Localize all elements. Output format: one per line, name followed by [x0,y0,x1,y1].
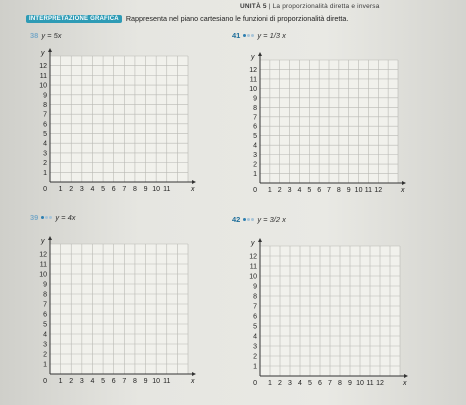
y-tick-label: 5 [253,133,257,141]
exercise-number: 39 [30,213,39,222]
y-tick-label: 5 [43,321,47,329]
unit-label: UNITÀ 5 [240,3,267,10]
x-tick-label: 4 [297,187,302,194]
y-tick-label: 10 [39,82,47,90]
x-tick-label: 8 [132,378,137,385]
y-tick-label: 6 [43,311,47,319]
x-axis-label: x [401,187,405,194]
x-tick-label: 5 [307,187,312,194]
exercise-38-header [30,31,62,40]
y-tick-label: 3 [43,341,47,349]
y-tick-label: 12 [39,251,47,259]
exercise-equation: y = 1/3 x [257,31,286,40]
x-tick-label: 5 [308,380,312,387]
y-tick-label: 6 [43,121,47,129]
x-tick-label: 1 [58,186,63,193]
y-tick-label: 3 [253,343,257,351]
difficulty-dot [45,216,48,219]
x-tick-label: 10 [354,187,363,194]
cartesian-grid-42[interactable] [238,238,410,390]
y-tick-label: 5 [43,131,47,139]
y-axis-arrow [258,52,262,56]
instruction-text: Rappresenta nel piano cartesiano le funzioni di proporzionalità diretta. [125,14,349,23]
origin-label: 0 [43,186,47,193]
exercise-number: 42 [232,215,241,224]
x-tick-label: 7 [122,186,127,193]
difficulty-dot [49,216,52,219]
y-tick-label: 9 [43,281,47,289]
x-tick-label: 1 [267,187,272,194]
difficulty-dot [247,34,250,37]
y-tick-label: 9 [253,95,257,103]
x-tick-label: 9 [346,187,351,194]
x-tick-label: 2 [69,186,74,193]
y-tick-label: 5 [253,323,257,331]
y-tick-label: 2 [253,161,257,169]
y-tick-label: 7 [253,114,257,122]
x-axis-label: x [191,186,195,193]
x-tick-label: 1 [58,378,63,385]
y-tick-label: 10 [249,273,257,281]
difficulty-dots [41,216,52,219]
x-axis-arrow [404,374,408,378]
y-axis-label: y [41,50,45,57]
y-tick-label: 1 [253,363,257,371]
x-tick-label: 9 [143,186,148,193]
exercise-number: 38 [30,31,39,40]
grid-paper [50,244,188,374]
x-tick-label: 6 [111,186,116,193]
y-tick-label: 11 [249,263,257,271]
x-tick-label: 9 [348,380,352,387]
y-tick-label: 8 [43,291,47,299]
x-tick-label: 5 [101,378,106,385]
cartesian-grid-39[interactable] [28,236,198,388]
exercise-equation: y = 3/2 x [257,215,286,224]
x-tick-label: 11 [366,380,374,387]
y-tick-label: 12 [249,66,257,74]
difficulty-dot [247,218,250,221]
y-tick-label: 7 [43,111,47,119]
x-tick-label: 11 [163,186,171,193]
y-tick-label: 7 [253,303,257,311]
y-axis-label: y [251,240,255,247]
y-tick-label: 6 [253,123,257,131]
y-tick-label: 9 [43,92,47,100]
y-tick-label: 3 [43,150,47,158]
y-tick-label: 1 [253,171,257,179]
x-tick-label: 9 [143,378,148,385]
x-tick-label: 3 [287,187,292,194]
y-tick-label: 8 [253,293,257,301]
exercise-equation: y = 4x [55,213,76,222]
running-head [240,3,380,10]
exercise-39-header [30,213,76,222]
y-tick-label: 2 [253,353,257,361]
exercise-equation: y = 5x [41,31,62,40]
difficulty-dot [251,218,254,221]
y-tick-label: 7 [43,301,47,309]
x-tick-label: 1 [268,380,272,387]
origin-label: 0 [253,380,257,387]
x-tick-label: 5 [101,186,106,193]
x-tick-label: 2 [277,187,282,194]
y-axis-arrow [48,236,52,240]
y-tick-label: 8 [43,101,47,109]
x-tick-label: 2 [69,378,74,385]
instruction [26,14,348,23]
y-tick-label: 2 [43,160,47,168]
x-axis-arrow [402,181,406,185]
y-tick-label: 6 [253,313,257,321]
y-axis-label: y [41,238,45,245]
x-tick-label: 3 [79,186,84,193]
y-tick-label: 2 [43,351,47,359]
y-axis-arrow [48,48,52,52]
x-tick-label: 6 [318,380,322,387]
instruction-tag: INTERPRETAZIONE GRAFICA [26,15,122,23]
exercise-42-header [232,215,286,224]
grid-paper [50,56,188,182]
y-tick-label: 4 [43,140,47,148]
cartesian-grid-38[interactable] [28,48,198,196]
x-tick-label: 10 [152,378,161,385]
x-tick-label: 7 [122,378,127,385]
difficulty-dot [41,216,44,219]
y-tick-label: 3 [253,152,257,160]
cartesian-grid-41[interactable] [238,52,408,197]
difficulty-dot [243,218,246,221]
x-tick-label: 8 [338,380,342,387]
y-tick-label: 12 [39,63,47,71]
y-tick-label: 11 [249,76,257,84]
y-tick-label: 12 [249,253,257,261]
x-axis-arrow [192,180,196,184]
y-tick-label: 1 [43,361,47,369]
x-tick-label: 7 [327,187,331,194]
x-tick-label: 12 [376,380,384,387]
difficulty-dots [243,34,254,37]
x-tick-label: 6 [317,187,322,194]
y-tick-label: 8 [253,104,257,112]
x-axis-arrow [192,372,196,376]
x-tick-label: 8 [132,186,137,193]
y-tick-label: 1 [43,169,47,177]
x-tick-label: 6 [111,378,116,385]
y-tick-label: 10 [39,271,47,279]
exercise-41-header [232,31,286,40]
x-tick-label: 3 [79,378,84,385]
x-tick-label: 4 [298,380,302,387]
x-tick-label: 11 [364,187,373,194]
difficulty-dot [251,34,254,37]
head-separator: | [268,3,271,10]
y-axis-arrow [258,238,262,242]
y-tick-label: 9 [253,283,257,291]
unit-title: La proporzionalità diretta e inversa [272,3,380,10]
y-tick-label: 11 [39,72,47,80]
x-tick-label: 10 [152,186,161,193]
x-tick-label: 3 [288,380,292,387]
y-tick-label: 4 [253,142,257,150]
y-tick-label: 4 [43,331,47,339]
origin-label: 0 [43,378,47,385]
difficulty-dots [243,218,254,221]
y-tick-label: 10 [249,85,257,93]
x-tick-label: 8 [336,187,341,194]
x-tick-label: 2 [278,380,282,387]
x-tick-label: 4 [90,186,95,193]
x-tick-label: 7 [328,380,332,387]
exercise-number: 41 [232,31,241,40]
origin-label: 0 [253,187,257,194]
x-tick-label: 12 [374,187,383,194]
y-axis-label: y [251,54,255,61]
x-tick-label: 4 [90,378,95,385]
x-tick-label: 10 [356,380,364,387]
y-tick-label: 4 [253,333,257,341]
x-axis-label: x [191,378,195,385]
y-tick-label: 11 [39,261,47,269]
x-axis-label: x [403,380,407,387]
difficulty-dot [243,34,246,37]
x-tick-label: 11 [163,378,171,385]
